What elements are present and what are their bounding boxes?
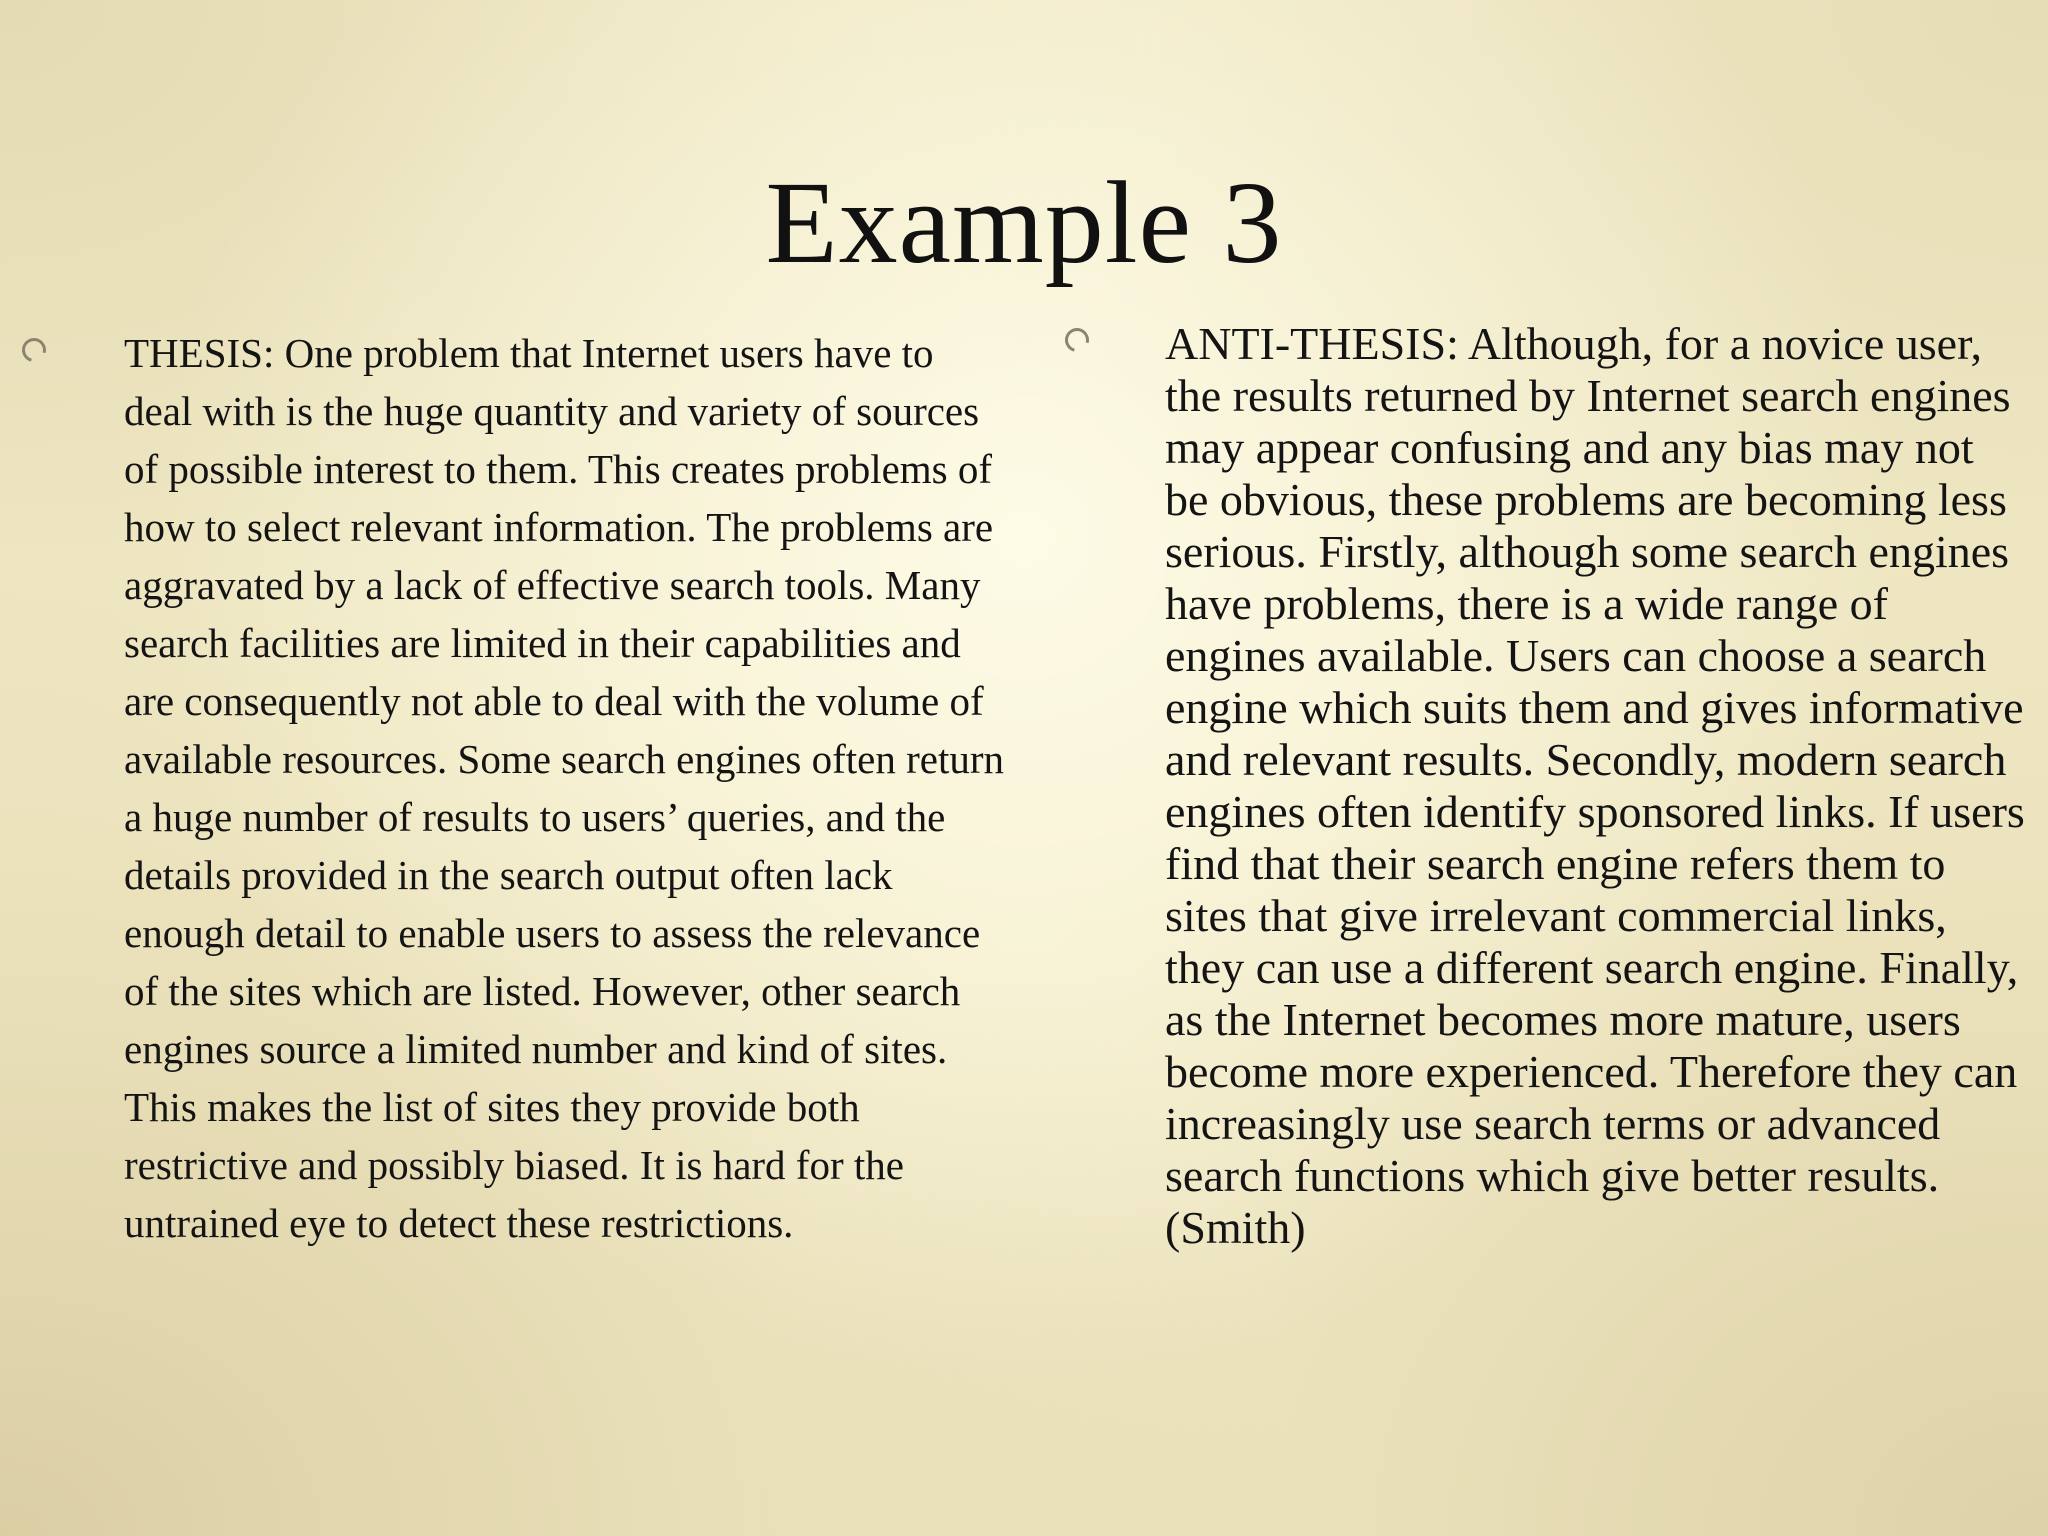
bullet-circle-icon <box>18 334 51 367</box>
bullet-circle-icon <box>1061 324 1094 357</box>
antithesis-paragraph: ANTI-THESIS: Although, for a novice user, the results returned by Internet search engines may appear confusing and any bias may not be obvious, these problems are becoming less serious. Firstly, although some search engines have problems, there is a wide range of engines available. Users can choose a search engine which suits them and gives informative and relevant results. Secondly, modern search engines often identify sponsored links. If users find that their search engine refers them to sites that give irrelevant commercial links, they can use a different search engine. Finally, as the Internet becomes more mature, users become more experienced. Therefore they can increasingly use search terms or advanced search functions which give better results. (Smith) <box>1165 318 2025 1253</box>
antithesis-column <box>1165 318 2025 1254</box>
thesis-column <box>124 324 1004 1252</box>
slide-title: Example 3 <box>765 157 1283 288</box>
thesis-paragraph: THESIS: One problem that Internet users have to deal with is the huge quantity and variety of sources of possible interest to them. This creates problems of how to select relevant information. The problems are aggravated by a lack of effective search tools. Many search facilities are limited in their capabilities and are consequently not able to deal with the volume of available resources. Some search engines often return a huge number of results to users’ queries, and the details provided in the search output often lack enough detail to enable users to assess the relevance of the sites which are listed. However, other search engines source a limited number and kind of sites. This makes the list of sites they provide both restrictive and possibly biased. It is hard for the untrained eye to detect these restrictions. <box>124 330 1004 1246</box>
